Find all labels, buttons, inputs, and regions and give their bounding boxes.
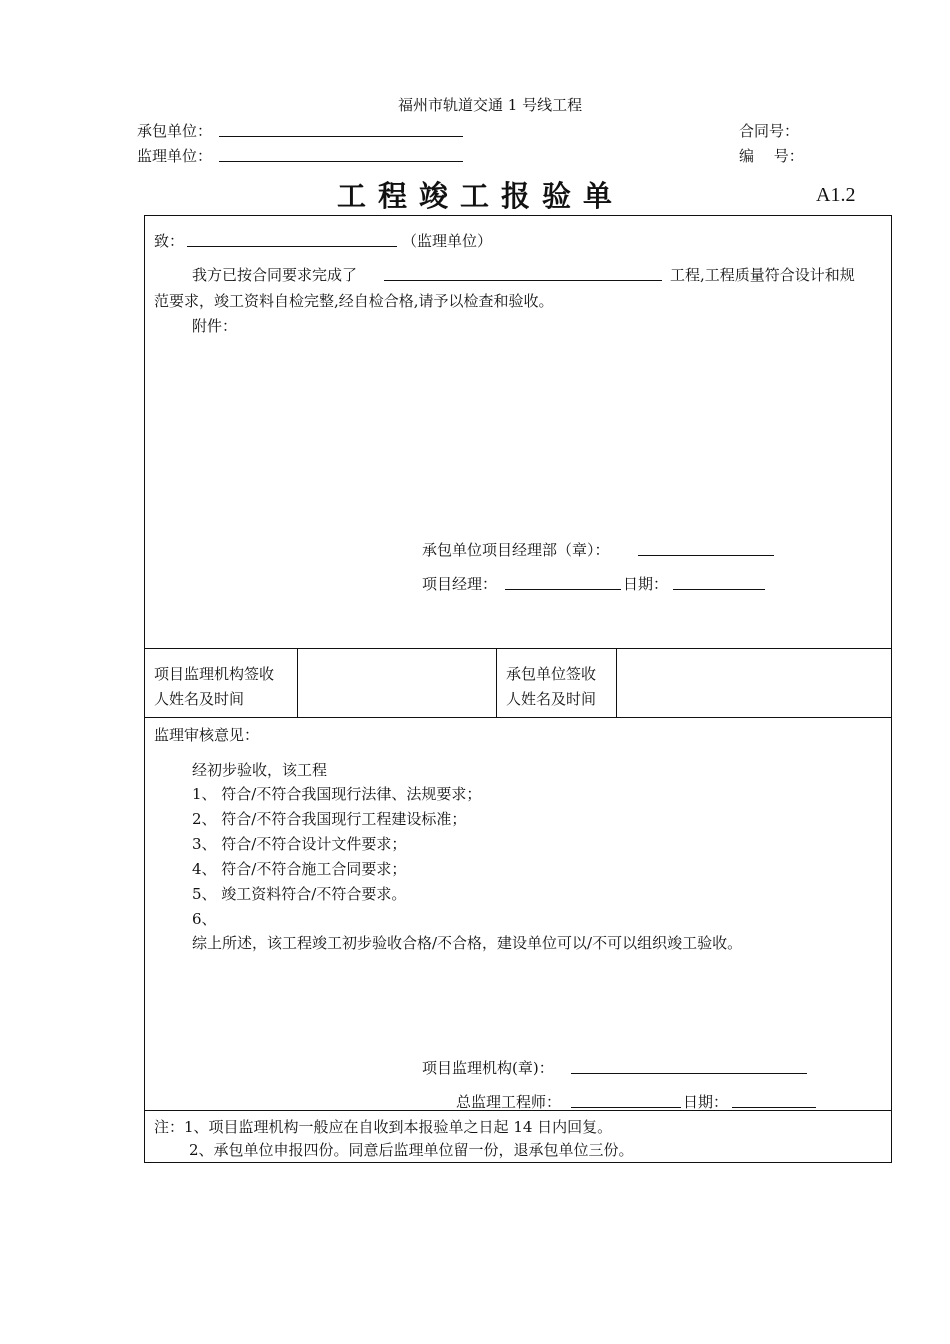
chief-label: 总监理工程师： <box>456 1093 562 1111</box>
sign-date-label: 日期： <box>623 575 669 593</box>
sign-date-field[interactable] <box>673 589 765 590</box>
supervisor-field[interactable] <box>219 161 463 162</box>
sign-dept-label: 承包单位项目经理部（章）： <box>422 541 610 559</box>
contractor-sign-label-1: 承包单位签收 <box>506 665 597 683</box>
review-date-label: 日期： <box>683 1093 729 1111</box>
divider-2 <box>144 717 892 718</box>
review-intro: 经初步验收，该工程 <box>192 761 328 779</box>
body-part1: 我方已按合同要求完成了 <box>192 266 358 284</box>
col-divider-2 <box>496 648 497 717</box>
supervisor-sign-label-1: 项目监理机构签收 <box>154 665 275 683</box>
org-seal-label: 项目监理机构(章)： <box>422 1059 554 1077</box>
to-label: 致： <box>154 232 185 250</box>
body-part2: 工程,工程质量符合设计和规 <box>670 266 855 284</box>
sign-manager-field[interactable] <box>505 589 621 590</box>
review-date-field[interactable] <box>732 1107 816 1108</box>
to-suffix: （监理单位） <box>402 232 493 250</box>
review-item-6: 6、 <box>192 910 217 928</box>
sign-dept-field[interactable] <box>638 555 774 556</box>
contractor-field[interactable] <box>219 136 463 137</box>
review-item-5: 5、 竣工资料符合/不符合要求。 <box>192 885 407 903</box>
note-line-1: 注：1、项目监理机构一般应在自收到本报验单之日起 14 日内回复。 <box>154 1118 613 1136</box>
review-item-4: 4、 符合/不符合施工合同要求； <box>192 860 407 878</box>
attachment-label: 附件： <box>192 317 238 335</box>
review-item-3: 3、 符合/不符合设计文件要求； <box>192 835 407 853</box>
review-conclusion: 综上所述，该工程竣工初步验收合格/不合格，建设单位可以/不可以组织竣工验收。 <box>192 934 743 952</box>
org-seal-field[interactable] <box>571 1073 807 1074</box>
contract-no-label: 合同号： <box>739 122 800 140</box>
to-field[interactable] <box>187 246 397 247</box>
supervisor-sign-cell[interactable] <box>298 649 495 716</box>
contractor-label: 承包单位： <box>137 122 213 140</box>
serial-no-label: 编 号： <box>739 147 804 165</box>
review-label: 监理审核意见： <box>154 726 260 744</box>
form-title: 工程竣工报验单 <box>337 179 625 213</box>
form-code: A1.2 <box>816 184 856 206</box>
body-line2: 范要求，竣工资料自检完整,经自检合格,请予以检查和验收。 <box>154 292 554 310</box>
supervisor-label: 监理单位： <box>137 147 213 165</box>
review-item-2: 2、 符合/不符合我国现行工程建设标准； <box>192 810 467 828</box>
sign-manager-label: 项目经理： <box>422 575 498 593</box>
contractor-sign-label-2: 人姓名及时间 <box>506 690 597 708</box>
supervisor-sign-label-2: 人姓名及时间 <box>154 690 245 708</box>
project-name: 福州市轨道交通 1 号线工程 <box>398 96 583 114</box>
review-item-1: 1、 符合/不符合我国现行法律、法规要求； <box>192 785 482 803</box>
project-field[interactable] <box>384 280 662 281</box>
contractor-sign-cell[interactable] <box>617 649 890 716</box>
chief-field[interactable] <box>571 1107 681 1108</box>
note-line-2: 2、承包单位申报四份。同意后监理单位留一份，退承包单位三份。 <box>189 1141 634 1159</box>
